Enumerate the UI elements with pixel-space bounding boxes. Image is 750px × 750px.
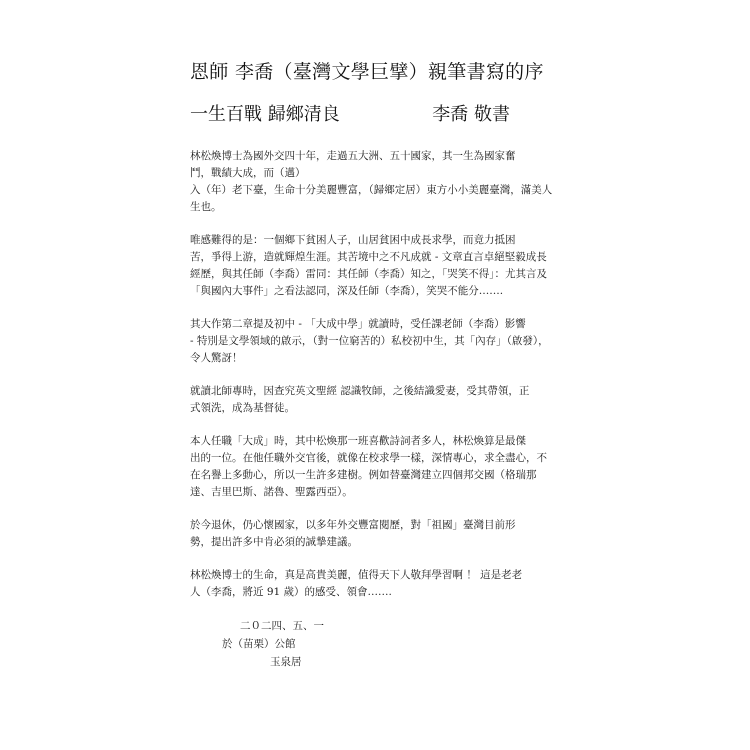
- author-signoff: 李喬 敬書: [432, 104, 510, 125]
- subtitle-row: [190, 104, 510, 126]
- paragraph-line: 出的一位。在他任職外交官後，就像在校求學一樣，深情專心，求全盡心，不: [190, 452, 547, 464]
- paragraph-line: 本人任職「大成」時，其中松煥那一班喜歡詩詞者多人，林松煥算是最傑: [190, 435, 526, 447]
- paragraph: [190, 383, 580, 417]
- paragraph-line: 人（李喬，將近 91 歲）的感受、領會…….: [190, 586, 392, 598]
- paragraph-line: - 特別是文學領域的啟示，（對一位窮苦的）私校初中生，其「內存」（啟發），: [190, 335, 549, 347]
- paragraph-line: 鬥，戰績大成，而（邁）: [190, 167, 306, 179]
- paragraph-line: 其大作第二章提及初中 - 「大成中學」就讀時，受任課老師（李喬）影響: [190, 318, 526, 330]
- paragraph-line: 生也。: [190, 201, 222, 213]
- paragraph-line: 唯感難得的是：一個鄉下貧困人子，山居貧困中成長求學，而竟力抵困: [190, 234, 516, 246]
- signature-place: 於（苗栗）公館: [222, 638, 296, 650]
- page-title: 恩師 李喬（臺灣文學巨擘）親筆書寫的序: [190, 61, 544, 83]
- paragraph-line: 令人驚訝！: [190, 352, 243, 364]
- paragraph: [190, 433, 580, 501]
- preface-page: [190, 60, 580, 671]
- paragraph-line: 勢，提出許多中肯必須的誠摯建議。: [190, 536, 358, 548]
- paragraph-line: 林松煥博士的生命，真是高貴美麗，值得天下人敬拜學習啊 ！ 這是老老: [190, 569, 523, 581]
- preface-body: [190, 148, 580, 601]
- paragraph-line: 苦，爭得上游，造就輝煌生涯。其苦境中之不凡成就 - 文章直言卓絕堅毅成長: [190, 251, 547, 263]
- paragraph-line: 林松煥博士為國外交四十年，走過五大洲、五十國家，其一生為國家奮: [190, 150, 516, 162]
- paragraph-line: 於今退休，仍心懷國家，以多年外交豐富閱歷，對「祖國」臺灣目前形: [190, 519, 516, 531]
- paragraph-line: 就讀北師專時，因查究英文聖經 認識牧師，之後結識愛妻，受其帶領，正: [190, 385, 530, 397]
- paragraph-line: 入（年）老下臺，生命十分美麗豐富，（歸鄉定居）東方小小美麗臺灣，滿美人: [190, 184, 553, 196]
- subtitle-text: 一生百戰 歸鄉清良: [190, 104, 340, 125]
- signature-date: 二０二四、五、一: [240, 620, 324, 632]
- signature-residence: 玉泉居: [270, 656, 302, 668]
- paragraph: [190, 316, 580, 367]
- paragraph-line: 在名譽上多動心，所以一生許多建樹。例如替臺灣建立四個邦交國（格瑞那: [190, 469, 537, 481]
- paragraph-line: 經歷，與其任師（李喬）雷同：其任師（李喬）知之，「哭笑不得」：尤其言及: [190, 268, 547, 280]
- paragraph: [190, 567, 580, 601]
- paragraph: [190, 517, 580, 551]
- paragraph-line: 式領洗，成為基督徒。: [190, 402, 295, 414]
- paragraph-line: 達、吉里巴斯、諾魯、聖露西亞）。: [190, 486, 353, 498]
- paragraph: [190, 148, 580, 216]
- paragraph-line: 「與國內大事件」之看法認同，深及任師（李喬），笑哭不能分…….: [190, 285, 504, 297]
- paragraph: [190, 232, 580, 300]
- signature-block: [190, 617, 580, 671]
